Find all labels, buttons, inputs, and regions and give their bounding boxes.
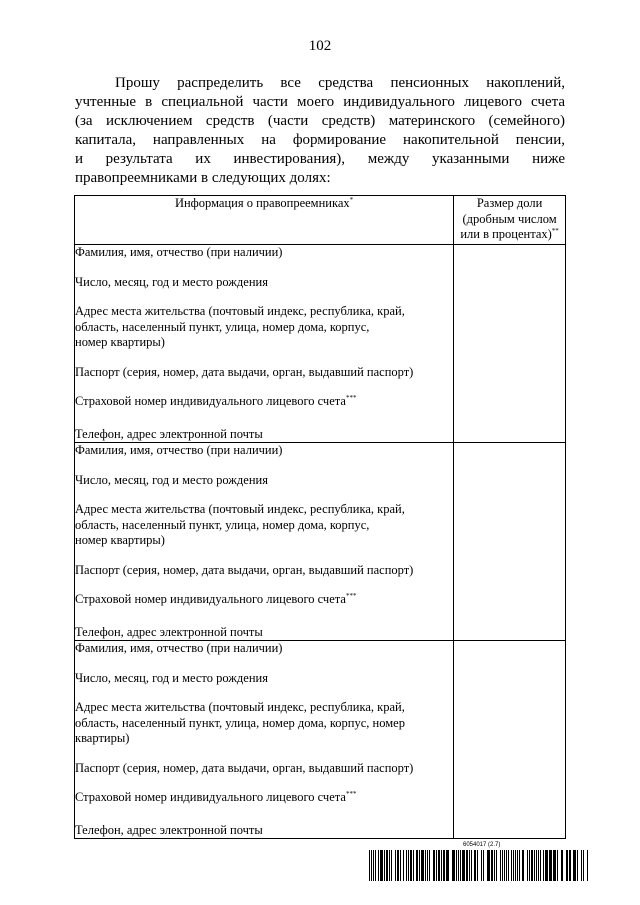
barcode-bar — [413, 850, 414, 881]
field-snils-label: Страховой номер индивидуального лицевого счета — [75, 790, 346, 804]
barcode-bar — [469, 850, 470, 881]
barcode-bar — [378, 850, 379, 881]
barcode-bar — [446, 850, 449, 881]
barcode-bar — [456, 850, 457, 881]
barcode-bar — [481, 850, 482, 881]
barcode-bar — [494, 850, 495, 881]
barcode-bar — [549, 850, 552, 881]
barcode-bar — [500, 850, 501, 881]
field-passport-label: Паспорт (серия, номер, дата выдачи, орган, выдавший паспорт) — [75, 760, 414, 775]
barcode-bar — [515, 850, 516, 881]
barcode-bar — [496, 850, 497, 881]
barcode-bar — [458, 850, 459, 881]
heir-row-1 — [75, 245, 566, 443]
barcode-bar — [504, 850, 505, 881]
heir-row-3 — [75, 641, 566, 839]
share-input-cell[interactable] — [454, 245, 566, 443]
field-address-line: область, населенный пункт, улица, номер дома, корпус, номер — [75, 715, 405, 730]
barcode-bar — [389, 850, 390, 881]
intro-line: и результата их инвестирования), между указанными ниже — [75, 151, 565, 167]
barcode-bar — [529, 850, 530, 881]
barcode-bar — [438, 850, 440, 881]
barcode-bar — [502, 850, 503, 881]
barcode-bar — [508, 850, 509, 881]
footnote-mark: *** — [345, 789, 357, 798]
header-share-line: (дробным числом — [462, 211, 557, 226]
page-number: 102 — [308, 38, 332, 54]
barcode-bar — [538, 850, 539, 881]
barcode-bar — [403, 850, 404, 881]
barcode-bar — [384, 850, 385, 881]
intro-line: учтенные в специальной части моего индивидуального лицевого счета — [75, 94, 565, 110]
barcode-bar — [540, 850, 541, 881]
barcode-bar — [410, 850, 412, 881]
heir-row-2 — [75, 443, 566, 641]
barcode-bar — [380, 850, 383, 881]
barcode-bar — [369, 850, 370, 881]
field-snils-wrap — [75, 394, 453, 410]
field-contact-label: Телефон, адрес электронной почты — [75, 624, 263, 639]
barcode-bar — [460, 850, 461, 881]
field-address-line: Адрес места жительства (почтовый индекс, республика, край, — [75, 304, 405, 318]
field-contact-label: Телефон, адрес электронной почты — [75, 426, 263, 441]
field-passport-label: Паспорт (серия, номер, дата выдачи, орган, выдавший паспорт) — [75, 562, 414, 577]
heir-info-cell — [75, 443, 454, 641]
field-contact-label: Телефон, адрес электронной почты — [75, 822, 263, 837]
barcode-bar — [474, 850, 476, 881]
header-share — [454, 196, 566, 245]
field-address-line: Адрес места жительства (почтовый индекс, республика, край, — [75, 502, 405, 516]
barcode-bar — [400, 850, 401, 881]
heirs-table — [74, 195, 566, 839]
intro-line: капитала, направленных на формирование накопительной пенсии, — [75, 132, 565, 148]
barcode-bar — [491, 850, 493, 881]
barcode-bar — [462, 850, 465, 881]
barcode-code-text: 6054017 (2.7) — [463, 842, 501, 848]
field-snils-label: Страховой номер индивидуального лицевого счета — [75, 394, 346, 408]
barcode-bar — [517, 850, 518, 881]
field-snils-label: Страховой номер индивидуального лицевого счета — [75, 592, 346, 606]
barcode-bar — [375, 850, 376, 881]
field-name-label: Фамилия, имя, отчество (при наличии) — [75, 443, 283, 457]
barcode-bar — [519, 850, 520, 881]
field-address-line: область, населенный пункт, улица, номер дома, корпус, — [75, 517, 370, 532]
barcode-bar — [522, 850, 524, 881]
barcode-bar — [581, 850, 582, 881]
barcode-bar — [527, 850, 528, 881]
barcode-bar — [408, 850, 409, 881]
share-input-cell[interactable] — [454, 641, 566, 839]
footnote-mark: *** — [345, 393, 357, 402]
field-name-label: Фамилия, имя, отчество (при наличии) — [75, 245, 283, 259]
barcode-bar — [569, 850, 571, 881]
barcode-bar — [406, 850, 407, 881]
barcode-bar — [371, 850, 372, 881]
footnote-mark: * — [349, 195, 354, 204]
barcode-bar — [587, 850, 588, 881]
barcode-bar — [391, 850, 392, 881]
field-address-line: номер квартиры) — [75, 335, 165, 349]
barcode — [369, 850, 589, 881]
barcode-bar — [553, 850, 556, 881]
footnote-mark: ** — [551, 226, 559, 235]
field-birth-label: Число, месяц, год и место рождения — [75, 472, 268, 487]
field-name-label: Фамилия, имя, отчество (при наличии) — [75, 641, 283, 655]
barcode-bar — [436, 850, 437, 881]
field-address-line: квартиры) — [75, 731, 130, 745]
barcode-bar — [557, 850, 558, 881]
field-birth-label: Число, месяц, год и место рождения — [75, 274, 268, 289]
intro-line: (за исключением средств (части средств) материнского (семейного) — [75, 113, 565, 129]
barcode-bar — [534, 850, 535, 881]
barcode-bar — [506, 850, 507, 881]
barcode-bar — [513, 850, 514, 881]
barcode-bar — [421, 850, 424, 881]
field-snils-wrap — [75, 790, 453, 806]
barcode-bar — [452, 850, 455, 881]
barcode-bar — [419, 850, 420, 881]
field-address-line: номер квартиры) — [75, 533, 165, 547]
barcode-bar — [397, 850, 399, 881]
footnote-mark: *** — [345, 591, 357, 600]
barcode-bar — [583, 850, 584, 881]
intro-paragraph — [75, 74, 565, 188]
header-share-line: Размер доли — [476, 196, 543, 210]
intro-line: Прошу распределить все средства пенсионных накоплений, — [115, 75, 565, 91]
header-info-label: Информация о правопреемниках — [174, 196, 350, 210]
barcode-bar — [443, 850, 445, 881]
barcode-bar — [566, 850, 568, 881]
table-header-row — [75, 196, 566, 245]
field-address-line: Адрес места жительства (почтовый индекс, республика, край, — [75, 700, 405, 714]
field-birth-label: Число, месяц, год и место рождения — [75, 670, 268, 685]
header-share-line-wrap — [454, 227, 565, 243]
barcode-bar — [386, 850, 388, 881]
barcode-bar — [483, 850, 484, 881]
barcode-bar — [545, 850, 548, 881]
header-share-line: или в процентах) — [460, 227, 552, 241]
barcode-bar — [433, 850, 435, 881]
header-info — [75, 196, 454, 245]
field-passport-label: Паспорт (серия, номер, дата выдачи, орган, выдавший паспорт) — [75, 364, 414, 379]
barcode-bar — [577, 850, 578, 881]
barcode-bar — [561, 850, 563, 881]
barcode-bar — [531, 850, 533, 881]
barcode-bar — [477, 850, 478, 881]
barcode-bar — [429, 850, 430, 881]
share-input-cell[interactable] — [454, 443, 566, 641]
barcode-bar — [466, 850, 468, 881]
barcode-bar — [487, 850, 490, 881]
barcode-bar — [536, 850, 537, 881]
intro-line: правопреемниками в следующих долях: — [75, 170, 331, 186]
field-snils-wrap — [75, 592, 453, 608]
heir-info-cell — [75, 641, 454, 839]
barcode-bar — [373, 850, 374, 881]
barcode-bar — [425, 850, 426, 881]
field-address-line: область, населенный пункт, улица, номер дома, корпус, — [75, 319, 370, 334]
barcode-bar — [471, 850, 472, 881]
heir-info-cell — [75, 245, 454, 443]
barcode-bar — [543, 850, 544, 881]
barcode-bar — [416, 850, 418, 881]
barcode-bar — [573, 850, 576, 881]
barcode-bar — [427, 850, 428, 881]
barcode-bar — [441, 850, 442, 881]
barcode-bar — [395, 850, 396, 881]
barcode-bar — [511, 850, 512, 881]
